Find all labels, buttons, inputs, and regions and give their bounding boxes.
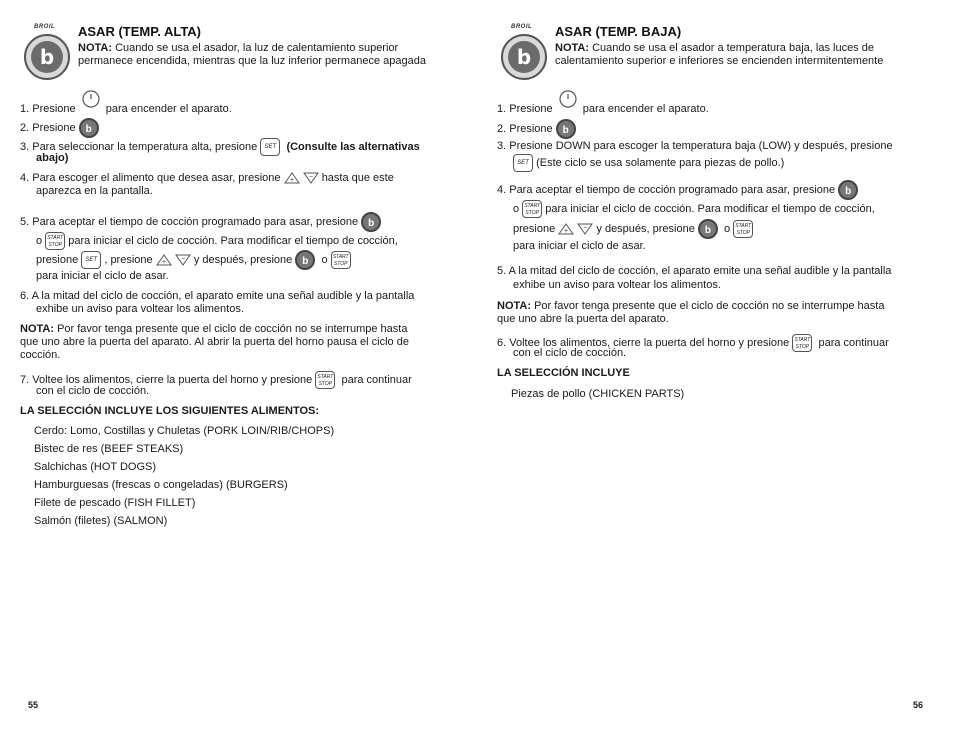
broil-button-icon: b — [556, 119, 576, 139]
broil-icon: b — [501, 34, 547, 80]
step-4: 4. Para escoger el alimento que desea asar, presione + − hasta que este — [20, 172, 394, 185]
down-arrow-icon — [175, 254, 191, 266]
set-icon: SET — [81, 251, 101, 269]
power-icon — [81, 90, 101, 116]
down-arrow-icon — [303, 172, 319, 184]
step-3-cont: abajo) — [36, 152, 69, 164]
selection-title: LA SELECCIÓN INCLUYE — [497, 367, 630, 379]
left-page — [20, 0, 460, 738]
step-5: 5. A la mitad del ciclo de cocción, el aparato emite una señal audible y la pantalla — [497, 265, 892, 277]
start-stop-icon: START STOP — [45, 232, 65, 250]
step-4: 4. Para aceptar el tiempo de cocción programado para asar, presione b — [497, 180, 858, 200]
step-6: 6. Voltee los alimentos, cierre la puerta del horno y presione START STOP para continuar — [497, 334, 889, 352]
step-6-cont: exhibe un aviso para voltear los alimentos. — [36, 303, 244, 315]
step-3: 3. Presione DOWN para escoger la temperatura baja (LOW) y después, presione — [497, 140, 893, 152]
note-2: NOTA: Por favor tenga presente que el ciclo de cocción no se interrumpe hasta que uno abre la puerta del aparato. — [497, 300, 885, 325]
svg-text:−: − — [583, 225, 588, 232]
step-4-cont: o START STOP para iniciar el ciclo de cocción. Para modificar el tiempo de cocción, — [513, 200, 875, 218]
list-item: Salmón (filetes) (SALMON) — [34, 515, 168, 527]
step-1: 1. Presione para encender el aparato. — [497, 96, 709, 122]
broil-button-icon: b — [79, 118, 99, 138]
step-2: 2. Presione b — [20, 118, 99, 138]
svg-text:+: + — [564, 228, 569, 235]
section-title: ASAR (TEMP. BAJA) — [555, 24, 682, 39]
svg-text:−: − — [308, 174, 313, 182]
svg-text:−: − — [180, 256, 185, 263]
start-stop-icon: START STOP — [733, 220, 753, 238]
page-number: 56 — [913, 700, 924, 710]
up-arrow-icon — [284, 172, 300, 184]
svg-text:+: + — [289, 177, 294, 185]
start-stop-icon: START STOP — [792, 334, 812, 352]
broil-button-icon: b — [295, 250, 315, 270]
selection-title: LA SELECCIÓN INCLUYE LOS SIGUIENTES ALIMENTOS: — [20, 405, 320, 417]
food-list — [34, 425, 334, 533]
broil-badge-label: BROIL — [34, 24, 56, 30]
set-icon: SET — [513, 154, 533, 172]
list-item: Salchichas (HOT DOGS) — [34, 461, 157, 473]
section-title: ASAR (TEMP. ALTA) — [78, 24, 202, 39]
step-6: 6. A la mitad del ciclo de cocción, el aparato emite una señal audible y la pantalla — [20, 290, 415, 302]
start-stop-icon: START STOP — [522, 200, 542, 218]
broil-button-icon: b — [838, 180, 858, 200]
step-4-cont: aparezca en la pantalla. — [36, 185, 153, 197]
intro-note: NOTA: Cuando se usa el asador, la luz de calentamiento superior permanece encendida, mientras que la luz inferior permanece apagada — [78, 42, 426, 67]
broil-button-icon: b — [361, 212, 381, 232]
step-4-cont-3: para iniciar el ciclo de asar. — [513, 240, 646, 252]
step-5-cont-2: presione SET , presione + − y después, presione b o START STOP — [36, 250, 351, 270]
step-5-cont: o START STOP para iniciar el ciclo de cocción. Para modificar el tiempo de cocción, — [36, 232, 398, 250]
down-arrow-icon — [577, 223, 593, 235]
start-stop-icon: START STOP — [331, 251, 351, 269]
step-7: 7. Voltee los alimentos, cierre la puerta del horno y presione START STOP para continuar — [20, 371, 412, 389]
list-item: Cerdo: Lomo, Costillas y Chuletas (PORK LOIN/RIB/CHOPS) — [34, 425, 335, 437]
svg-text:+: + — [161, 259, 166, 266]
list-item: Bistec de res (BEEF STEAKS) — [34, 443, 184, 455]
step-4-cont-2: presione + − y después, presione b o START STOP — [513, 219, 753, 239]
right-page — [497, 0, 937, 738]
up-arrow-icon — [156, 254, 172, 266]
broil-icon: b — [24, 34, 70, 80]
step-3-cont: SET (Este ciclo se usa solamente para piezas de pollo.) — [513, 154, 784, 172]
intro-note: NOTA: Cuando se usa el asador a temperatura baja, las luces de calentamiento superior e inferiores se encienden intermitentemente — [555, 42, 884, 67]
set-icon: SET — [260, 138, 280, 156]
step-3: 3. Para seleccionar la temperatura alta, presione SET (Consulte las alternativas — [20, 138, 420, 156]
note-2: NOTA: Por favor tenga presente que el ciclo de cocción no se interrumpe hasta que uno abre la puerta del aparato. Al abrir la puerta del horno pausa el ciclo de cocción. — [20, 323, 409, 361]
step-2: 2. Presione b — [497, 119, 576, 139]
step-6-cont: con el ciclo de cocción. — [513, 347, 627, 359]
list-item: Piezas de pollo (CHICKEN PARTS) — [511, 388, 685, 400]
power-icon — [558, 90, 578, 116]
step-5-cont: exhibe un aviso para voltear los alimentos. — [513, 279, 721, 291]
broil-badge-label: BROIL — [511, 24, 533, 30]
step-5-cont-3: para iniciar el ciclo de asar. — [36, 270, 169, 282]
up-arrow-icon — [558, 223, 574, 235]
broil-button-icon: b — [698, 219, 718, 239]
step-1: 1. Presione para encender el aparato. — [20, 96, 232, 122]
list-item: Filete de pescado (FISH FILLET) — [34, 497, 196, 509]
step-5: 5. Para aceptar el tiempo de cocción programado para asar, presione b — [20, 212, 381, 232]
step-7-cont: con el ciclo de cocción. — [36, 385, 150, 397]
page-number: 55 — [28, 700, 39, 710]
start-stop-icon: START STOP — [315, 371, 335, 389]
list-item: Hamburguesas (frescas o congeladas) (BURGERS) — [34, 479, 288, 491]
